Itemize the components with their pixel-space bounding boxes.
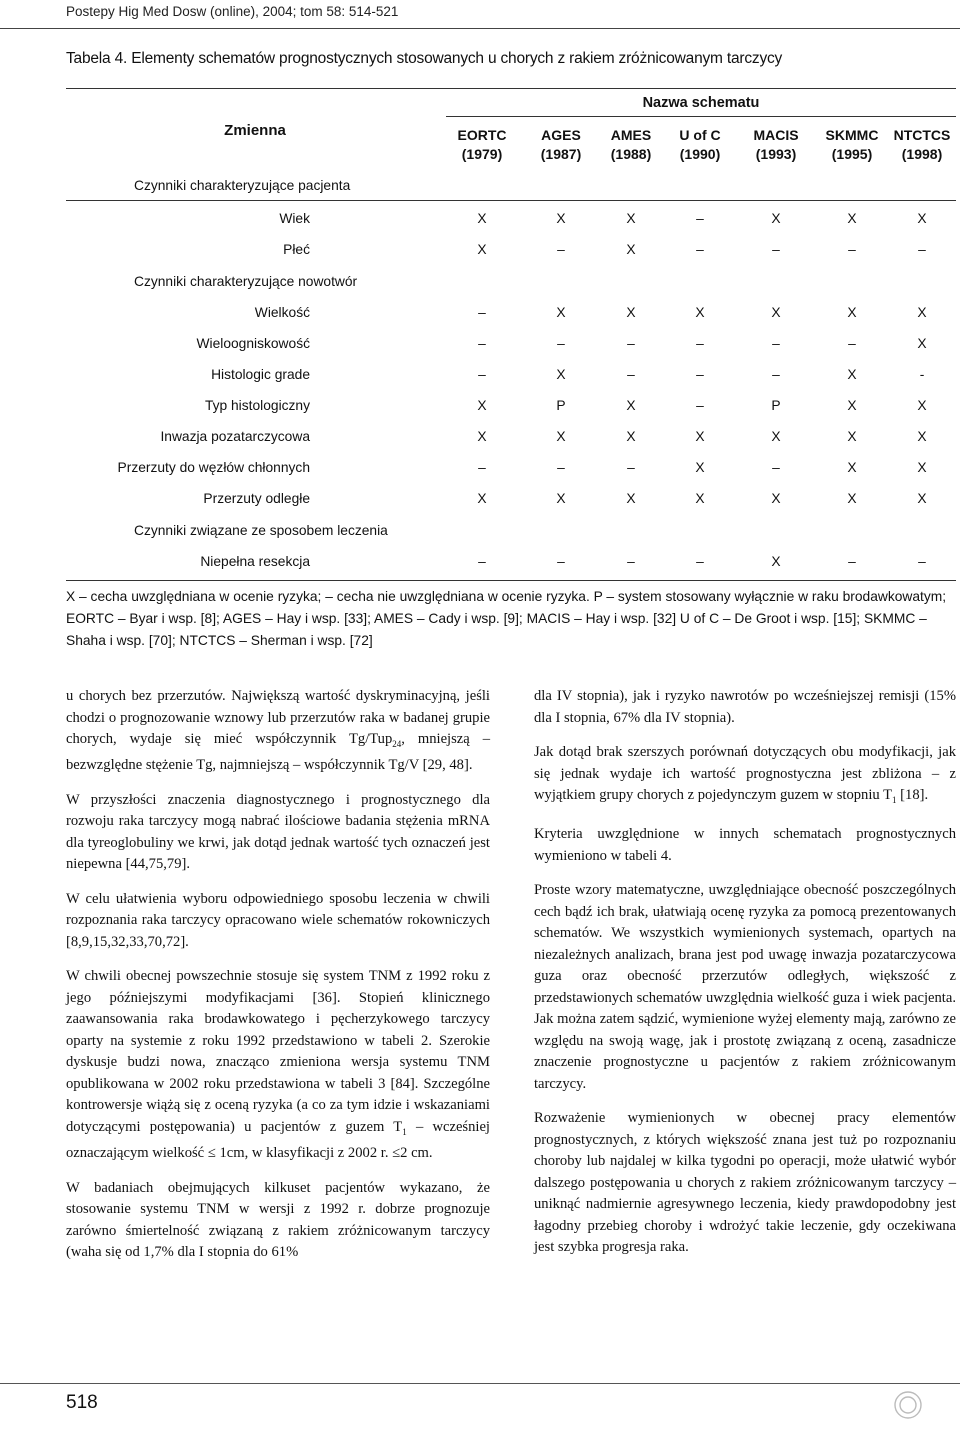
table-cell: X <box>917 305 927 320</box>
running-header: Postepy Hig Med Dosw (online), 2004; tom 58: 514-521 <box>66 4 399 19</box>
table-cell: – <box>696 336 704 351</box>
table-cell: X <box>917 211 927 226</box>
paragraph: W badaniach obejmujących kilkuset pacjentów wykazano, że stosowanie systemu TNM w wersji z 1992 r. dobrze prognozuje zarówno śmiertelność związaną z rakiem zróżnicowanym tarczycy (waha się od 1,7% dla I stopnia do 61% <box>66 1179 490 1261</box>
row-label: Wieloogniskowość <box>196 336 310 351</box>
table-cell: – <box>772 460 780 475</box>
table-cell: – <box>918 554 926 569</box>
row-label: Wiek <box>279 211 310 226</box>
table-cell: – <box>627 554 635 569</box>
table-row <box>0 367 960 389</box>
table-cell: – <box>696 367 704 382</box>
section-patient: Czynniki charakteryzujące pacjenta <box>134 178 351 193</box>
column-header-name: NTCTCS <box>893 127 951 143</box>
column-header-name: SKMMC <box>825 127 879 143</box>
table-header-rule <box>66 200 956 201</box>
row-label: Płeć <box>283 242 310 257</box>
table-cell: X <box>771 305 781 320</box>
table-row <box>0 242 960 264</box>
table-row <box>0 336 960 358</box>
table-cell: X <box>626 305 636 320</box>
column-header-year: (1979) <box>461 146 503 162</box>
table-cell: X <box>477 429 487 444</box>
header-divider <box>0 28 960 29</box>
table-cell: – <box>848 554 856 569</box>
section-treatment: Czynniki związane ze sposobem leczenia <box>134 523 388 538</box>
paragraph: W przyszłości znaczenia diagnostycznego i prognostycznego dla rozwoju raka tarczycy mogą nabrać ilościowe badania stężenia mRNA dla tyreoglobuliny we krwi, jak dotąd jednak wartość tych oznaczeń jest niepewna [44,75,79]. <box>66 791 490 873</box>
table-cell: X <box>626 491 636 506</box>
column-header-year: (1993) <box>755 146 797 162</box>
table-cell: – <box>478 305 486 320</box>
column-header <box>741 126 811 164</box>
table-cell: P <box>556 398 566 413</box>
column-header <box>447 126 517 164</box>
table-cell: – <box>557 460 565 475</box>
table-row <box>0 305 960 327</box>
column-header-year: (1990) <box>679 146 721 162</box>
footer-divider <box>0 1383 960 1384</box>
table-row <box>0 429 960 451</box>
paragraph: Jak dotąd brak szerszych porównań dotyczących obu modyfikacji, jak się jednak wydaje ich wartość prognostyczna jest zbliżona – z wyjątkiem grupy chorych z pojedynczym guzem w stopniu $T_1$ [18]. <box>534 744 956 805</box>
table-cell: - <box>919 367 925 382</box>
table-cell: X <box>847 398 857 413</box>
table-cell: X <box>847 367 857 382</box>
paragraph: u chorych bez przerzutów. Największą wartość dyskryminacyjną, jeśli chodzi o prognozowanie wznowy lub przerzutów raka w badanej grupie chorych, wydaje się mieć współczynnik Tg/Tup$_{24}$, mniejszą – bezwzględne stężenie Tg, najmniejszą – współczynnik Tg/V [29, 48]. <box>66 688 490 774</box>
table-group-header: Nazwa schematu <box>642 95 760 111</box>
table-cell: – <box>772 242 780 257</box>
table-cell: – <box>627 336 635 351</box>
table-group-rule <box>446 116 956 117</box>
row-label: Niepełna resekcja <box>200 554 310 569</box>
paragraph: Proste wzory matematyczne, uwzględniające obecność poszczególnych cech bądź ich brak, ułatwiają ocenę ryzyka za pomocą prezentowanych schematów. We wszystkich wymienionych systemach, opartych na niezależnych analizach, brana jest pod uwagę inwazja pozatarczycowa guza oraz obecność przerzutów odległych, większość z przedstawionych schematów uwzględnia wielkość guza i wiek pacjenta. Jak można zatem sądzić, wymienione wyżej elementy mają, zarówno ze względu na swoją wagę, jak i prostotę związaną z oceną, zasadnicze znaczenie prognostyczne u pacjentów z rakiem zróżnicowanym tarczycy. <box>534 882 956 1092</box>
table-cell: – <box>478 554 486 569</box>
table-footnote: X – cecha uwzględniana w ocenie ryzyka; – cecha nie uwzględniana w ocenie ryzyka. P – system stosowany wyłącznie w raku brodawkowatym; EORTC – Byar i wsp. [8]; AGES – Hay i wsp. [33]; AMES – Cady i wsp. [9]; MACIS – Hay i wsp. [32] U of C – De Groot i wsp. [15]; SKMMC – Shaha i wsp. [70]; NTCTCS – Sherman i wsp. [72] <box>66 589 947 648</box>
table-bottom-rule <box>66 580 956 581</box>
column-header-year: (1987) <box>540 146 582 162</box>
table-cell: X <box>847 429 857 444</box>
table-cell: X <box>556 491 566 506</box>
table-cell: X <box>695 429 705 444</box>
table-cell: X <box>626 429 636 444</box>
table-cell: X <box>917 460 927 475</box>
table-cell: – <box>478 367 486 382</box>
table-cell: – <box>478 460 486 475</box>
table-cell: X <box>917 429 927 444</box>
column-header <box>887 126 957 164</box>
table-cell: X <box>847 305 857 320</box>
table-cell: X <box>626 211 636 226</box>
table-cell: X <box>771 491 781 506</box>
table-row <box>0 554 960 576</box>
table-row <box>0 398 960 420</box>
table-cell: X <box>847 211 857 226</box>
table-cell: – <box>696 398 704 413</box>
table-caption: Tabela 4. Elementy schematów prognostycznych stosowanych u chorych z rakiem zróżnicowanym tarczycy <box>66 50 783 67</box>
table-cell: X <box>556 305 566 320</box>
publisher-logo-icon <box>893 1390 923 1420</box>
column-header <box>665 126 735 164</box>
table-var-header: Zmienna <box>224 122 286 139</box>
column-header-name: AGES <box>541 127 581 143</box>
table-cell: X <box>477 211 487 226</box>
table-cell: X <box>771 554 781 569</box>
column-header-year: (1998) <box>901 146 943 162</box>
column-header <box>817 126 887 164</box>
row-label: Wielkość <box>254 305 310 320</box>
row-label: Przerzuty do węzłów chłonnych <box>117 460 310 475</box>
table-cell: X <box>556 429 566 444</box>
table-cell: X <box>917 398 927 413</box>
paragraph: W chwili obecnej powszechnie stosuje się system TNM z 1992 roku z jego późniejszymi modyfikacjami [36]. Stopień klinicznego zaawansowania raka brodawkowatego i pęcherzykowego tarczycy oparty na systemie z roku 1992 przedstawiono w tabeli 2. Szerokie dyskusje budzi nowa, znacząco zmieniona wersja systemu TNM opublikowana w 2002 roku przedstawiona w tabeli 3 [84]. Szczególne kontrowersje wiążą się z oceną ryzyka (a co za tym idzie i wskazaniami dotyczącymi postępowania) u pacjentów z guzem $T_1$ – wcześniej oznaczającym wielkość ≤ 1cm, w klasyfikacji z 2002 r. ≤2 cm. <box>66 968 490 1162</box>
table-cell: X <box>626 242 636 257</box>
table-cell: X <box>477 242 487 257</box>
table-cell: – <box>772 336 780 351</box>
table-top-rule <box>66 88 956 89</box>
table-cell: – <box>696 554 704 569</box>
table-cell: – <box>848 336 856 351</box>
table-cell: X <box>917 491 927 506</box>
table-cell: X <box>556 211 566 226</box>
table-cell: – <box>557 554 565 569</box>
table-cell: X <box>847 491 857 506</box>
paragraph: Kryteria uwzględnione w innych schematach prognostycznych wymieniono w tabeli 4. <box>534 826 956 864</box>
section-tumor: Czynniki charakteryzujące nowotwór <box>134 274 358 289</box>
column-header-name: AMES <box>610 127 652 143</box>
table-cell: – <box>918 242 926 257</box>
table-cell: X <box>695 460 705 475</box>
paragraph: Rozważenie wymienionych w obecnej pracy elementów prognostycznych, z których większość znana jest tuż po rozpoznaniu choroby lub najdalej w kilka tygodni po operacji, może ułatwić wybór dalszego postępowania u chorych z rakiem zróżnicowanym tarczycy – uniknąć nadmiernie agresywnego leczenia, kiedy prawdopodobny jest łagodny przebieg choroby i wdrożyć takie leczenie, gdy oczekiwana jest szybka progresja raka. <box>534 1110 956 1256</box>
column-header-name: U of C <box>679 127 721 143</box>
column-header-name: EORTC <box>457 127 507 143</box>
column-header-name: MACIS <box>753 127 799 143</box>
table-cell: X <box>477 491 487 506</box>
table-cell: – <box>696 211 704 226</box>
page-number: 518 <box>66 1392 98 1413</box>
table-cell: X <box>477 398 487 413</box>
row-label: Histologic grade <box>211 367 310 382</box>
table-row <box>0 211 960 233</box>
table-cell: X <box>695 491 705 506</box>
table-cell: – <box>557 336 565 351</box>
column-header <box>526 126 596 164</box>
table-cell: – <box>557 242 565 257</box>
table-cell: – <box>478 336 486 351</box>
table-cell: – <box>627 367 635 382</box>
paragraph: W celu ułatwienia wyboru odpowiedniego sposobu leczenia w chwili rozpoznania raka tarczycy opracowano wiele schematów rokowniczych [8,9,15,32,33,70,72]. <box>66 890 490 950</box>
paragraph: dla IV stopnia), jak i ryzyko nawrotów po wcześniejszej remisji (15% dla I stopnia, 67% dla IV stopnia). <box>534 688 956 726</box>
table-cell: – <box>848 242 856 257</box>
column-header-year: (1988) <box>610 146 652 162</box>
column-header-year: (1995) <box>831 146 873 162</box>
table-cell: X <box>771 429 781 444</box>
row-label: Typ histologiczny <box>204 398 310 413</box>
table-row <box>0 460 960 482</box>
table-row <box>0 491 960 513</box>
right-column <box>534 686 956 1272</box>
table-cell: – <box>696 242 704 257</box>
table-cell: X <box>771 211 781 226</box>
column-header <box>596 126 666 164</box>
table-cell: X <box>626 398 636 413</box>
table-cell: X <box>695 305 705 320</box>
table-cell: X <box>556 367 566 382</box>
left-column <box>66 686 490 1277</box>
row-label: Inwazja pozatarczycowa <box>160 429 310 444</box>
table-cell: – <box>627 460 635 475</box>
table-cell: X <box>847 460 857 475</box>
table-cell: P <box>771 398 781 413</box>
row-label: Przerzuty odległe <box>203 491 310 506</box>
table-cell: – <box>772 367 780 382</box>
table-cell: X <box>917 336 927 351</box>
